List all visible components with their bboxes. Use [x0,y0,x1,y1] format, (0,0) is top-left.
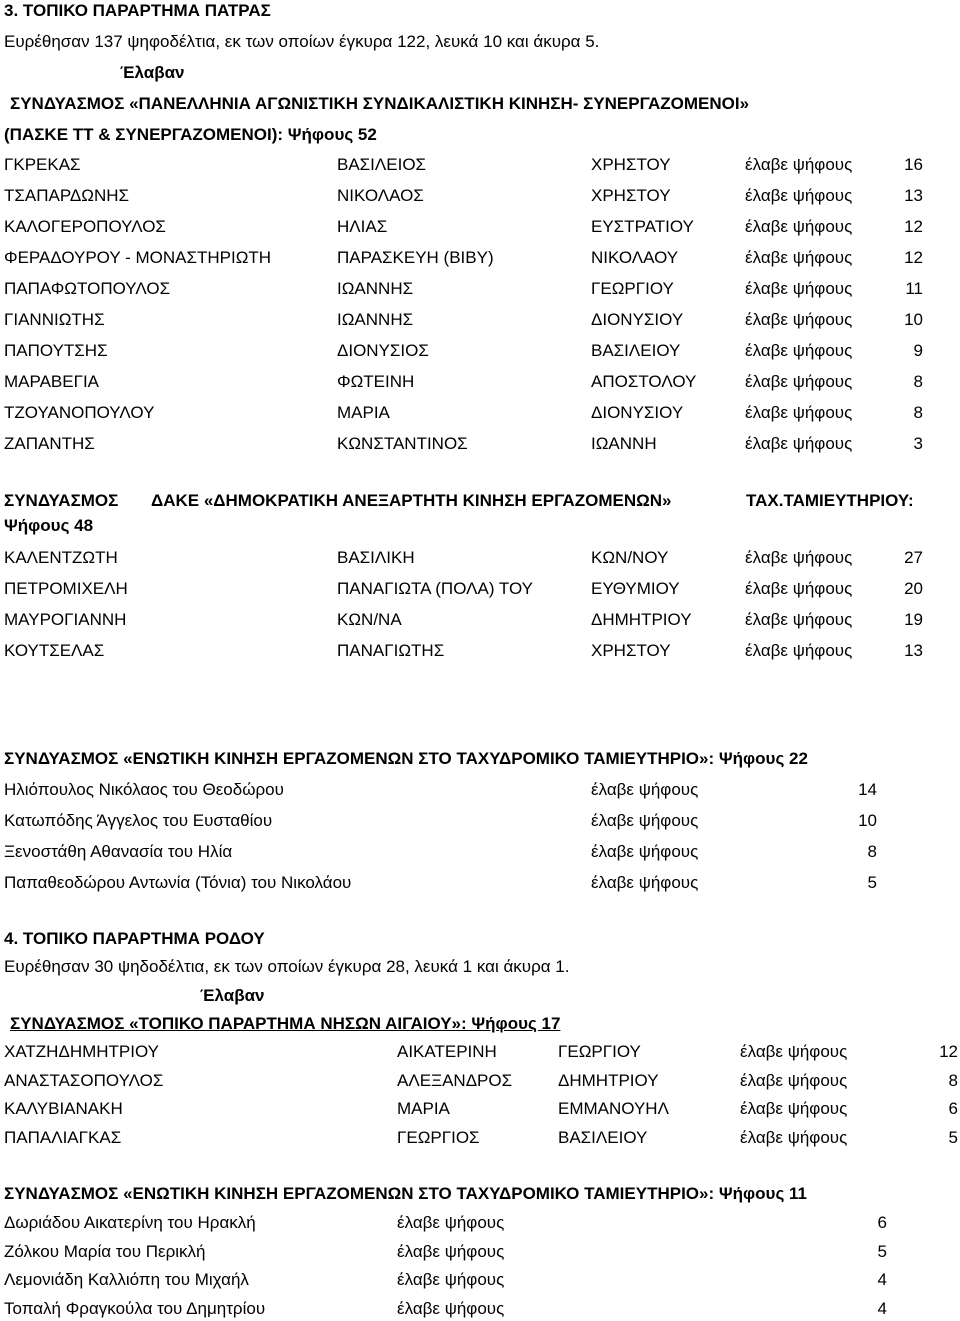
votes-count: 10 [904,310,923,329]
votes-label: έλαβε ψήφους [740,1070,848,1090]
name-cell: ΑΙΚΑΤΕΡΙΝΗ [397,1042,497,1061]
votes-count: 13 [904,186,923,205]
father-name-cell: ΕΜΜΑΝΟΥΗΛ [558,1099,669,1118]
votes-label: έλαβε ψήφους [591,873,699,892]
father-name-cell: ΕΥΘΥΜΙΟΥ [591,579,680,598]
combination-title: ΣΥΝΔΥΑΣΜΟΣ «ΠΑΝΕΛΛΗΝΙΑ ΑΓΩΝΙΣΤΙΚΗ ΣΥΝΔΙΚΑΛΙΣΤΙΚΗ ΚΙΝΗΣΗ- ΣΥΝΕΡΓΑΖΟΜΕΝΟΙ» [10,94,750,113]
surname-cell: ΠΑΠΑΛΙΑΓΚΑΣ [4,1127,122,1147]
candidate-name: Ζόλκου Μαρία του Περικλή [4,1241,206,1261]
name-cell: ΜΑΡΙΑ [337,403,390,422]
votes-count: 10 [858,811,877,830]
candidate-name: Παπαθεοδώρου Αντωνία (Τόνια) του Νικολάου [4,873,352,892]
father-name-cell: ΑΠΟΣΤΟΛΟΥ [591,372,697,391]
father-name-cell: ΔΙΟΝΥΣΙΟΥ [591,310,684,329]
votes-count: 12 [939,1042,958,1061]
votes-label: έλαβε ψήφους [397,1241,505,1261]
surname-cell: ΚΑΛΕΝΤΖΩΤΗ [4,548,118,567]
votes-label: έλαβε ψήφους [745,403,853,422]
votes-count: 5 [867,873,877,892]
father-name-cell: ΚΩΝ/ΝΟΥ [591,548,669,567]
name-cell: ΠΑΝΑΓΙΩΤΗΣ [337,641,445,660]
votes-label: έλαβε ψήφους [745,341,853,360]
votes-count: 11 [905,279,923,298]
votes-label: έλαβε ψήφους [745,641,853,660]
surname-cell: ΦΕΡΑΔΟΥΡΟΥ - ΜΟΝΑΣΤΗΡΙΩΤΗ [4,248,272,267]
votes-label: έλαβε ψήφους [397,1270,505,1289]
combination-title-cont: (ΠΑΣΚΕ ΤΤ & ΣΥΝΕΡΓΑΖΟΜΕΝΟΙ): Ψήφους 52 [4,125,377,144]
votes-label: έλαβε ψήφους [740,1099,848,1118]
father-name-cell: ΒΑΣΙΛΕΙΟΥ [558,1127,648,1147]
surname-cell: ΠΕΤΡΟΜΙΧΕΛΗ [4,579,128,598]
father-name-cell: ΒΑΣΙΛΕΙΟΥ [591,341,681,360]
section-3-received: Έλαβαν [120,63,185,82]
surname-cell: ΠΑΠΑΦΩΤΟΠΟΥΛΟΣ [4,279,171,298]
father-name-cell: ΙΩΑΝΝΗ [591,434,657,453]
combination-title: ΤΑΧ.ΤΑΜΙΕΥΤΗΡΙΟΥ: [746,491,914,510]
combination-title: ΣΥΝΔΥΑΣΜΟΣ [4,491,119,510]
father-name-cell: ΧΡΗΣΤΟΥ [591,641,671,660]
votes-count: 8 [913,403,923,422]
candidate-name: Ξενοστάθη Αθανασία του Ηλία [4,842,233,861]
combination-title: ΣΥΝΔΥΑΣΜΟΣ «ΕΝΩΤΙΚΗ ΚΙΝΗΣΗ ΕΡΓΑΖΟΜΕΝΩΝ ΣΤΟ ΤΑΧΥΔΡΟΜΙΚΟ ΤΑΜΙΕΥΤΗΡΙΟ»: Ψήφους 22 [4,749,808,768]
votes-count: 9 [913,341,923,360]
father-name-cell: ΓΕΩΡΓΙΟΥ [558,1042,641,1061]
name-cell: ΙΩΑΝΝΗΣ [337,310,414,329]
votes-count: 8 [867,842,877,861]
votes-label: έλαβε ψήφους [591,842,699,861]
votes-label: έλαβε ψήφους [745,279,853,298]
father-name-cell: ΧΡΗΣΤΟΥ [591,186,671,205]
father-name-cell: ΔΗΜΗΤΡΙΟΥ [558,1070,659,1090]
father-name-cell: ΕΥΣΤΡΑΤΙΟΥ [591,217,694,236]
votes-count: 4 [877,1298,887,1318]
candidate-name: Τοπαλή Φραγκούλα του Δημητρίου [4,1298,266,1318]
votes-label: έλαβε ψήφους [740,1127,848,1147]
votes-count: 19 [904,610,923,629]
votes-label: έλαβε ψήφους [745,217,853,236]
name-cell: ΠΑΡΑΣΚΕΥΗ (ΒΙΒΥ) [337,248,494,267]
section-4-received: Έλαβαν [200,986,265,1005]
name-cell: ΚΩΝ/ΝΑ [337,610,402,629]
surname-cell: ΚΟΥΤΣΕΛΑΣ [4,641,105,660]
section-4-summary: Ευρέθησαν 30 ψηδοδέλτια, εκ των οποίων έγκυρα 28, λευκά 1 και άκυρα 1. [4,957,570,976]
votes-count: 8 [913,372,923,391]
father-name-cell: ΔΙΟΝΥΣΙΟΥ [591,403,684,422]
surname-cell: ΓΚΡΕΚΑΣ [4,155,81,174]
name-cell: ΑΛΕΞΑΝΔΡΟΣ [397,1070,513,1090]
votes-label: έλαβε ψήφους [745,155,853,174]
surname-cell: ΠΑΠΟΥΤΣΗΣ [4,341,108,360]
votes-label: έλαβε ψήφους [745,372,853,391]
combination-title: ΔΑΚΕ «ΔΗΜΟΚΡΑΤΙΚΗ ΑΝΕΞΑΡΤΗΤΗ ΚΙΝΗΣΗ ΕΡΓΑΖΟΜΕΝΩΝ» [151,491,672,510]
votes-count: 27 [904,548,923,567]
name-cell: ΒΑΣΙΛΙΚΗ [337,548,415,567]
surname-cell: ΖΑΠΑΝΤΗΣ [4,434,95,453]
name-cell: ΦΩΤΕΙΝΗ [337,372,415,391]
votes-count: 6 [948,1099,958,1118]
candidate-name: Λεμονιάδη Καλλιόπη του Μιχαήλ [4,1270,249,1289]
votes-count: 12 [904,248,923,267]
surname-cell: ΜΑΡΑΒΕΓΙΑ [4,372,100,391]
votes-count: 5 [948,1127,958,1147]
name-cell: ΓΕΩΡΓΙΟΣ [397,1127,480,1147]
votes-label: έλαβε ψήφους [745,310,853,329]
surname-cell: ΜΑΥΡΟΓΙΑΝΝΗ [4,610,127,629]
surname-cell: ΤΣΑΠΑΡΔΩΝΗΣ [4,186,130,205]
votes-label: έλαβε ψήφους [740,1042,848,1061]
votes-label: έλαβε ψήφους [591,780,699,799]
surname-cell: ΓΙΑΝΝΙΩΤΗΣ [4,310,105,329]
votes-count: 14 [858,780,877,799]
candidate-name: Ηλιόπουλος Νικόλαος του Θεοδώρου [4,780,284,799]
votes-count: 3 [913,434,923,453]
votes-label: έλαβε ψήφους [745,579,853,598]
father-name-cell: ΧΡΗΣΤΟΥ [591,155,671,174]
father-name-cell: ΔΗΜΗΤΡΙΟΥ [591,610,692,629]
votes-label: έλαβε ψήφους [397,1213,505,1232]
name-cell: ΠΑΝΑΓΙΩΤΑ (ΠΟΛΑ) ΤΟΥ [337,579,533,598]
votes-count: 12 [904,217,923,236]
combination-title-cont: Ψήφους 48 [4,516,94,535]
name-cell: ΙΩΑΝΝΗΣ [337,279,414,298]
votes-label: έλαβε ψήφους [745,548,853,567]
votes-count: 13 [904,641,923,660]
name-cell: ΚΩΝΣΤΑΝΤΙΝΟΣ [337,434,468,453]
votes-count: 6 [877,1213,887,1232]
votes-count: 4 [877,1270,887,1289]
father-name-cell: ΝΙΚΟΛΑΟΥ [591,248,679,267]
section-3-summary: Ευρέθησαν 137 ψηφοδέλτια, εκ των οποίων έγκυρα 122, λευκά 10 και άκυρα 5. [4,32,600,51]
votes-label: έλαβε ψήφους [745,248,853,267]
name-cell: ΒΑΣΙΛΕΙΟΣ [337,155,427,174]
candidate-name: Κατωπόδης Άγγελος του Ευσταθίου [4,811,273,830]
votes-count: 5 [877,1241,887,1261]
combination-title: ΣΥΝΔΥΑΣΜΟΣ «ΤΟΠΙΚΟ ΠΑΡΑΡΤΗΜΑ ΝΗΣΩΝ ΑΙΓΑΙΟΥ»: Ψήφους 17 [10,1014,561,1033]
name-cell: ΜΑΡΙΑ [397,1099,450,1118]
surname-cell: ΑΝΑΣΤΑΣΟΠΟΥΛΟΣ [4,1070,164,1090]
votes-label: έλαβε ψήφους [745,186,853,205]
votes-label: έλαβε ψήφους [591,811,699,830]
section-3-heading: 3. ΤΟΠΙΚΟ ΠΑΡΑΡΤΗΜΑ ΠΑΤΡΑΣ [4,1,271,20]
surname-cell: ΤΖΟΥΑΝΟΠΟΥΛΟΥ [4,403,155,422]
votes-label: έλαβε ψήφους [745,434,853,453]
votes-count: 20 [904,579,923,598]
votes-count: 8 [948,1070,958,1090]
combination-title: ΣΥΝΔΥΑΣΜΟΣ «ΕΝΩΤΙΚΗ ΚΙΝΗΣΗ ΕΡΓΑΖΟΜΕΝΩΝ ΣΤΟ ΤΑΧΥΔΡΟΜΙΚΟ ΤΑΜΙΕΥΤΗΡΙΟ»: Ψήφους 11 [4,1184,807,1203]
surname-cell: ΧΑΤΖΗΔΗΜΗΤΡΙΟΥ [4,1042,159,1061]
surname-cell: ΚΑΛΟΓΕΡΟΠΟΥΛΟΣ [4,217,166,236]
name-cell: ΝΙΚΟΛΑΟΣ [337,186,424,205]
votes-label: έλαβε ψήφους [745,610,853,629]
name-cell: ΗΛΙΑΣ [337,217,388,236]
name-cell: ΔΙΟΝΥΣΙΟΣ [337,341,429,360]
surname-cell: ΚΑΛΥΒΙΑΝΑΚΗ [4,1099,123,1118]
father-name-cell: ΓΕΩΡΓΙΟΥ [591,279,674,298]
section-4-heading: 4. ΤΟΠΙΚΟ ΠΑΡΑΡΤΗΜΑ ΡΟΔΟΥ [4,929,265,948]
votes-count: 16 [904,155,923,174]
candidate-name: Δωριάδου Αικατερίνη του Ηρακλή [4,1213,256,1232]
votes-label: έλαβε ψήφους [397,1298,505,1318]
